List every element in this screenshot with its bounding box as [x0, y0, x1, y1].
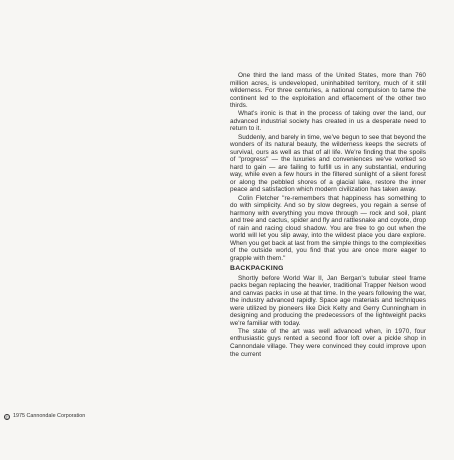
backpacking-paragraph-1: Shortly before World War II, Jan Bergan's tubular steel frame packs began replacing the heavier, traditional Trapper Nelson wood and canvas packs in use at that time. In the years following the war, the industry advanced rapidly. Space age materials and techniques were utilized by pioneers like Dick Kelty and Gerry Cunningham in designing and producing the predecessors of the lightweight packs we're familiar with today. [230, 274, 426, 327]
section-heading-backpacking: BACKPACKING [230, 265, 284, 273]
backpacking-paragraph-2: The state of the art was well advanced when, in 1970, four enthusiastic guys rented a second floor loft over a pickle shop in Cannondale village. They were convinced they could improve upon the current [230, 327, 426, 358]
intro-paragraph-3: Suddenly, and barely in time, we've begun to see that beyond the wonders of its natural beauty, the wilderness keeps the secrets of survival, ours as well as that of all life. We're finding that the spoils of "progress" — the luxuries and conveniences we've worked so hard to gain — are failing to fulfill us in any substantial, enduring way, while even a few hours in the filtered sunlight of a silent forest or along the pebbled shores of a glacial lake, restore the inner peace and satisfaction which modern civilization has taken away. [230, 133, 426, 194]
copyright-symbol: © [5, 414, 9, 420]
intro-paragraph-1: One third the land mass of the United States, more than 760 million acres, is undeveloped, uninhabited territory, much of it still wilderness. For three centuries, a national compulsion to tame the continent led to the exploitation and effacement of the other two thirds. [230, 72, 426, 110]
copyright-notice [4, 413, 85, 420]
copyright-text: 1975 Cannondale Corporation [13, 413, 86, 419]
intro-paragraph-4: Colin Fletcher "re-remembers that happiness has something to do with simplicity. And so by slow degrees, you regain a sense of harmony with everything you move through — rock and soil, plant and tree and cactus, spider and fly and rattlesnake and coyote, drop of rain and racing cloud shadow. You are free to go out when the world will let you slip away, into the wildest place you dare explore. When you get back at last from the simple things to the complexities of the outside world, you find that you are once more eager to grapple with them." [230, 194, 426, 262]
intro-paragraph-2: What's ironic is that in the process of taking over the land, our advanced industrial society has created in us a desperate need to return to it. [230, 110, 426, 133]
article-column [230, 72, 426, 358]
